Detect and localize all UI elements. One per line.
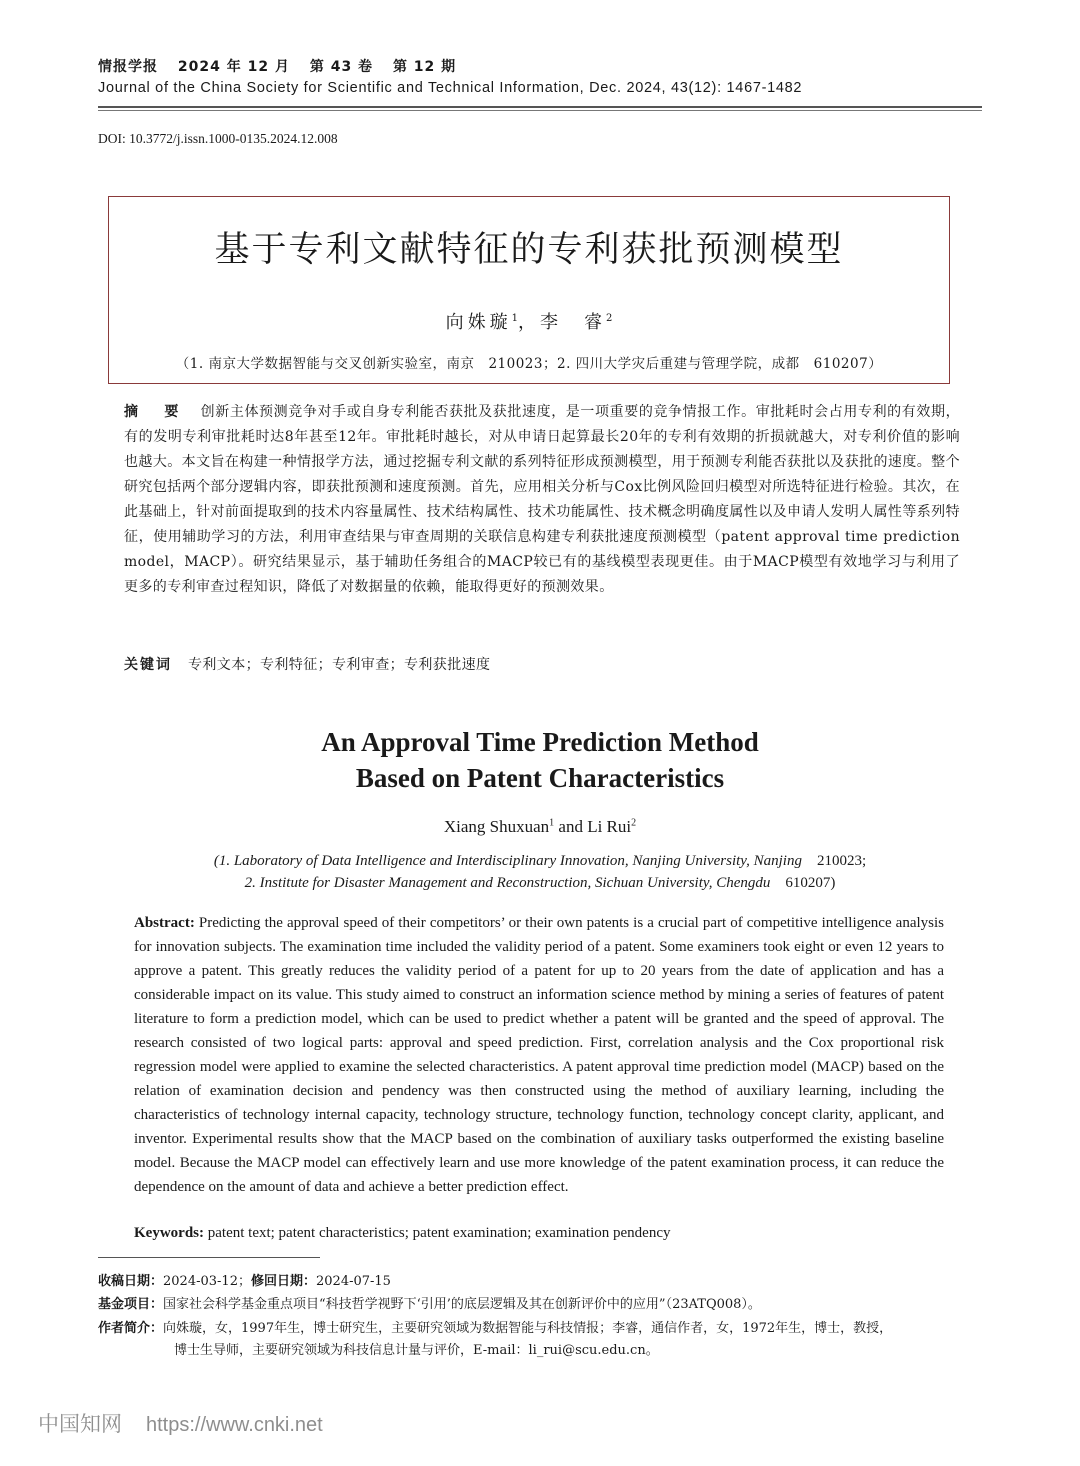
journal-header-cn (98, 56, 470, 76)
affiliations-en (108, 850, 972, 894)
revised-label: 修回日期： (250, 1274, 316, 1289)
abstract-en (134, 911, 944, 1199)
keywords-text-cn: 专利文本；专利特征；专利审查；专利获批速度 (188, 657, 491, 673)
paper-title-en (108, 724, 972, 796)
footnote-dates (98, 1271, 391, 1293)
fund-label: 基金项目： (98, 1297, 164, 1312)
affiliation-1-code: 210023; (816, 853, 867, 869)
affiliations-cn: （1. 南京大学数据智能与交叉创新实验室，南京 210023；2. 四川大学灾后重建与管理学院，成都 610207） (175, 356, 883, 372)
issue-date-cn: 2024 年 12 月 (177, 59, 290, 75)
affiliation-2-en (108, 872, 972, 894)
watermark-url[interactable]: https://www.cnki.net (146, 1414, 323, 1436)
author-separator-cn: ， (518, 312, 540, 333)
journal-header-en: Journal of the China Society for Scientific and Technical Information, Dec. 2024, 43(12): 1467-1482 (98, 80, 803, 96)
affiliation-2-text: 2. Institute for Disaster Management and Reconstruction, Sichuan University, Chengdu (244, 875, 771, 891)
keywords-cn (124, 654, 490, 674)
abstract-text-cn: 创新主体预测竞争对手或自身专利能否获批及获批速度，是一项重要的竞争情报工作。审批耗时会占用专利的有效期，有的发明专利审批耗时达8年甚至12年。审批耗时越长，对从申请日起算最长20年的专利有效期的折损就越大，对专利价值的影响也越大。本文旨在构建一种情报学方法，通过挖掘专利文献的系列特征形成预测模型，用于预测专利能否获批以及获批的速度。整个研究包括两个部分逻辑内容，即获批预测和速度预测。首先，应用相关分析与Cox比例风险回归模型对所选特征进行检验。其次，在此基础上，针对前面提取到的技术内容量属性、技术结构属性、技术功能属性、技术概念明确度属性以及申请人发明人属性等系列特征，使用辅助学习的方法，利用审查结果与审查周期的关联信息构建专利获批速度预测模型（patent approval time prediction model，MACP）。研究结果显示，基于辅助任务组合的MACP较已有的基线模型表现更佳。由于MACP模型有效地学习与利用了更多的专利审查过程知识，降低了对数据量的依赖，能取得更好的预测效果。 (124, 404, 961, 595)
watermark-brand: 中国知网 (38, 1412, 122, 1436)
author-2-en: Li Rui (587, 817, 632, 836)
footnote-rule (98, 1257, 320, 1258)
author-2-affil-mark: 2 (606, 313, 613, 324)
fund-text: 国家社会科学基金重点项目“科技哲学视野下‘引用’的底层逻辑及其在创新评价中的应用”（23ATQ008）。 (163, 1297, 761, 1312)
author-1-en: Xiang Shuxuan (443, 817, 550, 836)
affiliation-1-en (108, 850, 972, 872)
abstract-cn (124, 400, 960, 600)
keywords-label-cn: 关键词 (124, 657, 172, 673)
keywords-en (134, 1225, 671, 1242)
paper-title-en-line1: An Approval Time Prediction Method (321, 727, 759, 757)
bio-text-line1: 向姝璇，女，1997年生，博士研究生，主要研究领域为数据智能与科技情报；李睿，通信作者，女，1972年生，博士，教授， (163, 1321, 893, 1336)
keywords-label-en: Keywords: (134, 1225, 204, 1241)
author-separator-en: and (554, 817, 588, 836)
journal-name-cn: 情报学报 (98, 59, 158, 75)
issue-cn: 第 12 期 (392, 59, 457, 75)
header-rule-thick (98, 106, 982, 108)
affiliation-1-text: (1. Laboratory of Data Intelligence and Interdisciplinary Innovation, Nanjing University, Nanjing (213, 853, 802, 869)
volume-cn: 第 43 卷 (309, 59, 374, 75)
authors-en (108, 817, 972, 837)
paper-title-en-line2: Based on Patent Characteristics (355, 763, 725, 793)
abstract-text-en: Predicting the approval speed of their competitors’ or their own patents is a crucial part of competitive intelligence analysis for innovation subjects. The examination time included the validity period of a patent. Some examiners took eight or even 12 years to approve a patent. This greatly reduces the validity period of a patent for up to 20 years from the date of application and has a considerable impact on its value. This study aimed to construct an information science method by mining a series of features of patent literature to form a prediction model, which can be used to predict whether a patent will be granted and the speed of approval. The research consisted of two logical parts: approval and speed prediction. First, correlation analysis and the Cox proportional risk regression model were applied to examine the selected characteristics. A patent approval time prediction model (MACP) based on the relation of examination decision and pendency was then constructed using the method of auxiliary learning, including the characteristics of technology internal capacity, technology structure, technology function, technology concept clarity, applicant, and inventor. Experimental results show that the MACP based on the combination of auxiliary tasks outperformed the existing baseline model. Because the MACP model can effectively learn and use more knowledge of the patent examination process, it can reduce the dependence on the amount of data and achieve a better prediction effect. (134, 915, 944, 1195)
bio-text-line2: 博士生导师，主要研究领域为科技信息计量与评价，E-mail：li_rui@scu.edu.cn。 (174, 1343, 659, 1358)
abstract-label-cn: 摘 要 (124, 404, 185, 420)
affiliation-2-code: 610207) (785, 875, 836, 891)
abstract-label-en: Abstract: (134, 915, 195, 931)
received-label: 收稿日期： (98, 1274, 164, 1289)
footnote-fund (98, 1294, 761, 1316)
footnote-bio (98, 1318, 988, 1362)
revised-date: 2024-07-15 (316, 1274, 391, 1289)
author-2-en-affil-mark: 2 (631, 817, 637, 829)
bio-label: 作者简介： (98, 1321, 164, 1336)
author-2-cn: 李 睿 (540, 312, 606, 333)
received-date: 2024-03-12； (163, 1274, 251, 1289)
author-1-en-affil-mark: 1 (549, 817, 555, 829)
keywords-text-en: patent text; patent characteristics; patent examination; examination pendency (207, 1225, 671, 1241)
author-1-cn: 向姝璇 (445, 312, 512, 333)
header-rule-thin (98, 110, 982, 111)
watermark (38, 1408, 323, 1438)
authors-cn (108, 308, 950, 334)
paper-title-cn: 基于专利文献特征的专利获批预测模型 (214, 230, 844, 270)
author-1-affil-mark: 1 (511, 313, 518, 324)
doi[interactable]: DOI: 10.3772/j.issn.1000-0135.2024.12.008 (98, 131, 338, 146)
